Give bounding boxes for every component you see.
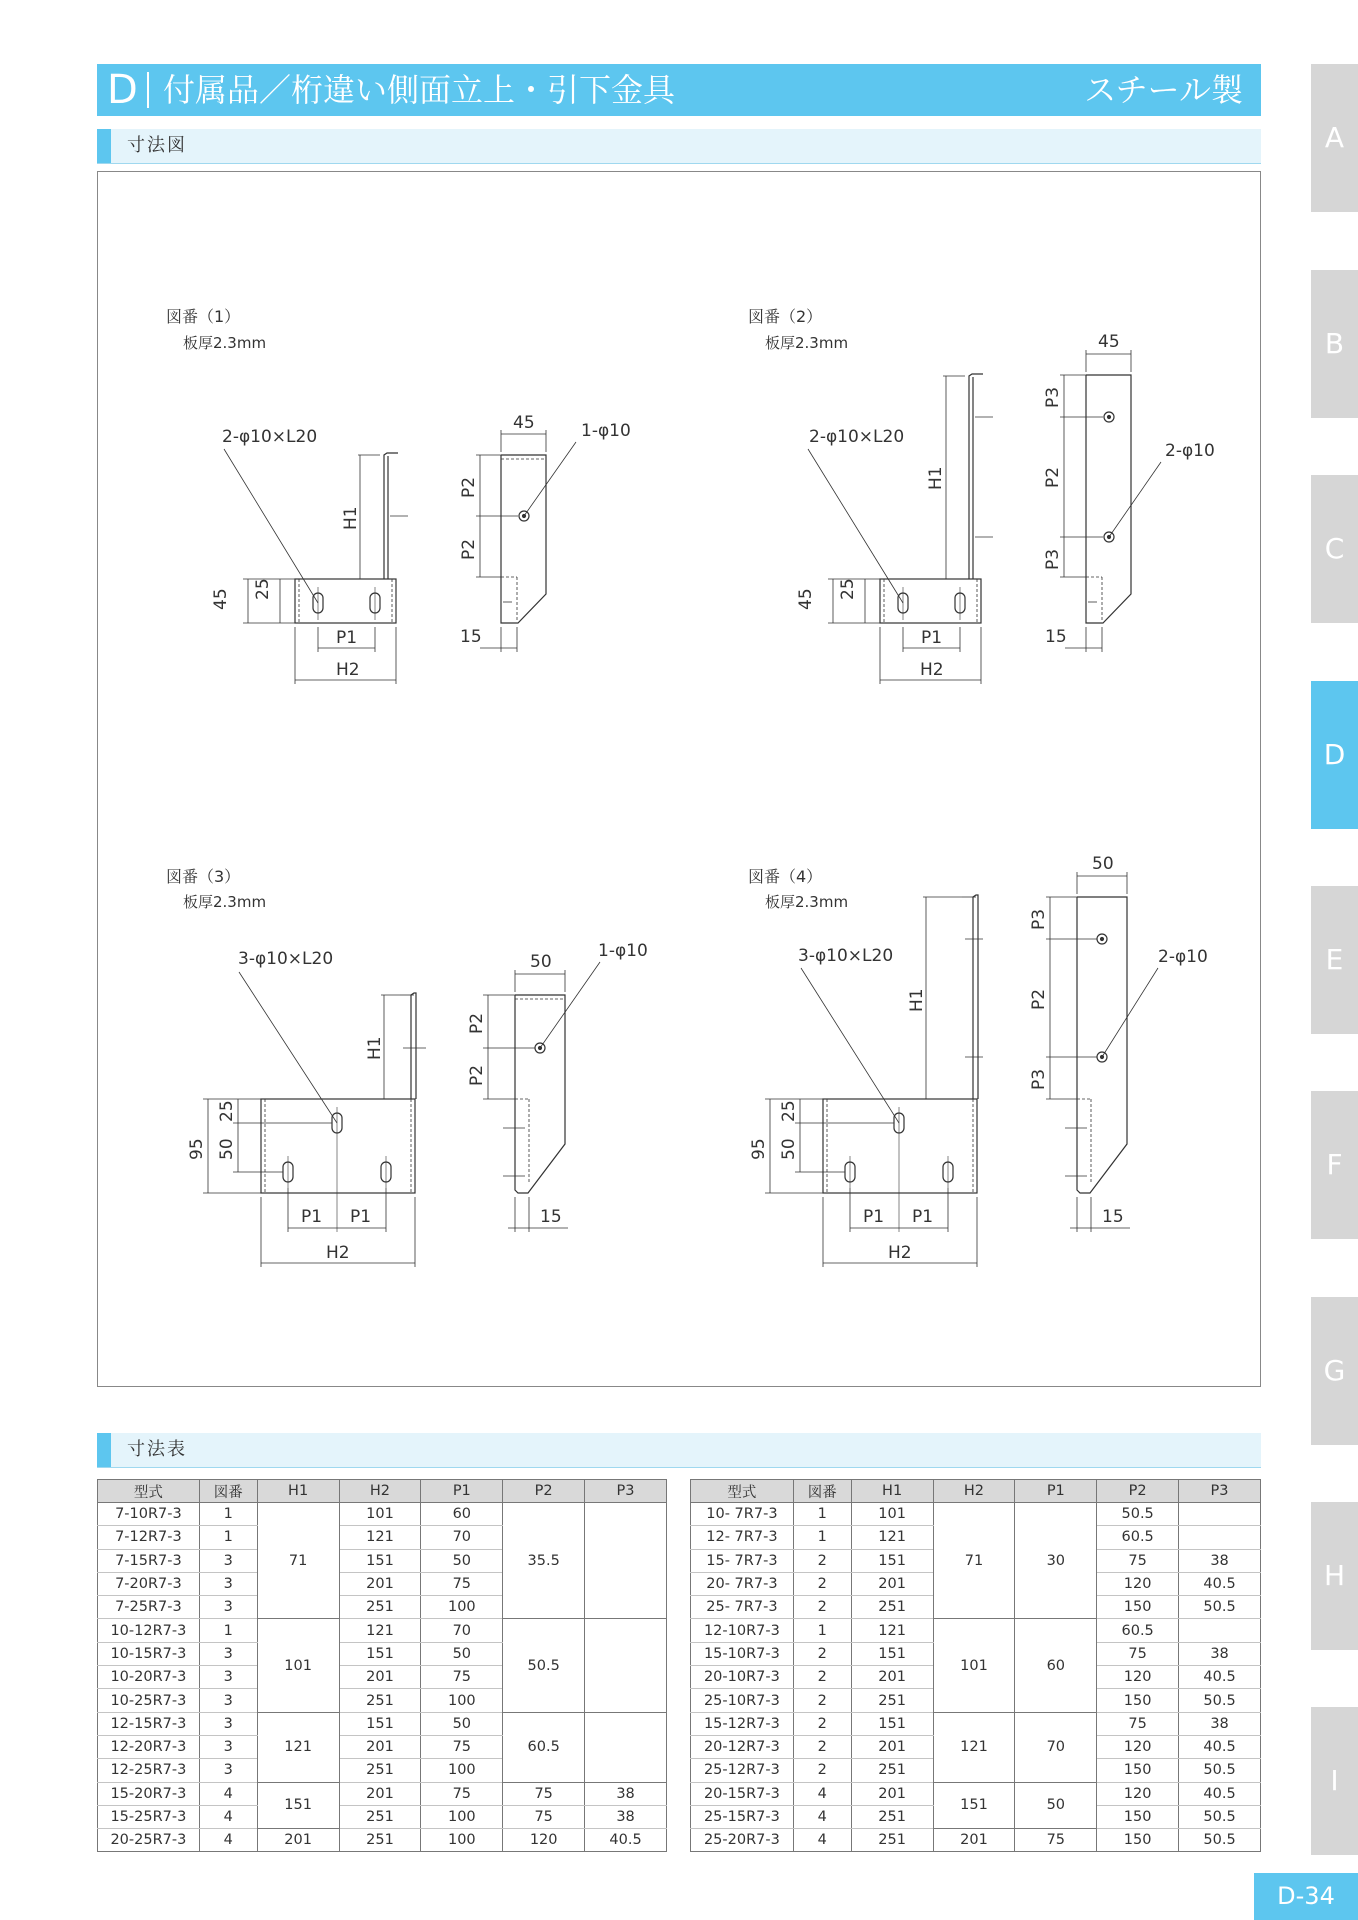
dimension-table-left [97,1479,667,1852]
table-row: 20-25R7-3 4 201 251 100 120 40.5 [98,1829,667,1852]
col-header: P1 [1015,1480,1097,1503]
chapter-letter: D [107,67,138,113]
tab-h[interactable]: H [1311,1502,1358,1650]
col-header: P2 [1097,1480,1179,1503]
figure-1 [166,307,631,684]
dim-p3: P3 [1029,1068,1049,1090]
figure-3 [166,867,648,1267]
figure-thickness: 板厚2.3mm [183,334,267,352]
dim-h1: H1 [341,506,361,530]
hole-callout: 2-φ10 [1158,947,1208,967]
bracket-side-plate [501,455,546,623]
col-header: P1 [421,1480,503,1503]
dim-p2: P2 [467,1012,487,1034]
col-header: P2 [503,1480,585,1503]
table-row: 25-12R7-3 2 251 150 50.5 [691,1759,1261,1782]
tab-i[interactable]: I [1311,1707,1358,1855]
tab-d[interactable]: D [1311,681,1358,829]
col-header: H2 [339,1480,421,1503]
material-label: スチール製 [1084,71,1243,109]
dim-h1: H1 [365,1036,385,1060]
dim-25: 25 [779,1100,799,1122]
dim-h2: H2 [326,1243,350,1263]
tab-e[interactable]: E [1311,886,1358,1034]
section-drawing-label: 寸法図 [127,135,187,156]
figure-thickness: 板厚2.3mm [765,893,849,911]
table-row: 12-10R7-3 1 121 101 60 60.5 [691,1619,1261,1642]
bracket-base-plate [880,579,981,623]
col-header: 図番 [199,1480,257,1503]
bracket-side-plate [1077,897,1127,1193]
table-row: 25- 7R7-3 2 251 150 50.5 [691,1596,1261,1619]
technical-drawings [98,172,1262,1388]
dim-25: 25 [253,578,273,600]
table-row: 7-25R7-3 3 251 100 [98,1596,667,1619]
col-header: P3 [585,1480,667,1503]
table-row: 15-12R7-3 2 151 121 70 75 38 [691,1712,1261,1735]
dim-p2: P2 [467,1064,487,1086]
dim-width: 45 [513,413,535,433]
section-table-label: 寸法表 [127,1439,187,1460]
slot-callout: 3-φ10×L20 [798,946,894,966]
table-row: 25-10R7-3 2 251 150 50.5 [691,1689,1261,1712]
table-row: 20- 7R7-3 2 201 120 40.5 [691,1572,1261,1595]
dim-h1: H1 [907,988,927,1012]
table-row: 7-20R7-3 3 201 75 [98,1572,667,1595]
dim-p2: P2 [1029,988,1049,1010]
col-header: H2 [933,1480,1015,1503]
col-header: P3 [1179,1480,1261,1503]
page-number: D-34 [1254,1873,1358,1920]
dim-50: 50 [217,1138,237,1160]
dim-p1: P1 [301,1207,323,1227]
col-header: 型式 [691,1480,794,1503]
table-row: 15-10R7-3 2 151 75 38 [691,1642,1261,1665]
dim-15: 15 [1045,627,1067,647]
dim-p3: P3 [1043,548,1063,570]
tab-c[interactable]: C [1311,475,1358,623]
dim-p1: P1 [863,1207,885,1227]
dim-p1: P1 [350,1207,372,1227]
table-row: 12-15R7-3 3 121 151 50 60.5 [98,1712,667,1735]
section-drawing [97,129,1261,164]
table-row: 10-15R7-3 3 151 50 [98,1642,667,1665]
section-table [97,1433,1261,1468]
header-divider [147,72,149,108]
bracket-side-plate [515,995,565,1193]
table-row: 10-12R7-3 1 101 121 70 50.5 [98,1619,667,1642]
table-row: 10-25R7-3 3 251 100 [98,1689,667,1712]
dim-p3: P3 [1043,386,1063,408]
figure-thickness: 板厚2.3mm [183,893,267,911]
tab-g[interactable]: G [1311,1297,1358,1445]
dim-25: 25 [217,1100,237,1122]
dim-p3: P3 [1029,908,1049,930]
tab-f[interactable]: F [1311,1091,1358,1239]
hole-callout: 1-φ10 [581,421,631,441]
page-header [97,64,1261,116]
figure-title: 図番（4） [748,867,823,886]
dim-95: 95 [749,1138,769,1160]
figure-thickness: 板厚2.3mm [765,334,849,352]
dim-15: 15 [1102,1207,1124,1227]
table-row: 7-15R7-3 3 151 50 [98,1549,667,1572]
table-row: 15-20R7-3 4 151 201 75 75 38 [98,1782,667,1805]
table-row: 10-20R7-3 3 201 75 [98,1666,667,1689]
dim-width: 50 [530,952,552,972]
table-row: 15- 7R7-3 2 151 75 38 [691,1549,1261,1572]
table-row: 7-12R7-3 1 121 70 [98,1526,667,1549]
table-row: 12- 7R7-3 1 121 60.5 [691,1526,1261,1549]
col-header: H1 [851,1480,933,1503]
figure-title: 図番（3） [166,867,241,886]
dim-h2: H2 [336,660,360,680]
dim-45: 45 [796,588,816,610]
dim-p2: P2 [459,476,479,498]
col-header: 型式 [98,1480,200,1503]
table-row: 25-15R7-3 4 251 150 50.5 [691,1805,1261,1828]
dim-p1: P1 [921,628,943,648]
hole-callout: 1-φ10 [598,941,648,961]
page-title: 付属品／桁違い側面立上・引下金具 [163,71,676,109]
dim-p1: P1 [912,1207,934,1227]
col-header: 図番 [793,1480,851,1503]
dim-p2: P2 [459,538,479,560]
slot-callout: 3-φ10×L20 [238,949,334,969]
table-row: 7-10R7-3 1 71 101 60 35.5 [98,1503,667,1526]
dim-15: 15 [460,627,482,647]
dim-15: 15 [540,1207,562,1227]
dimension-table-right [690,1479,1261,1852]
tab-a[interactable]: A [1311,64,1358,212]
dim-p1: P1 [336,628,358,648]
table-row: 20-10R7-3 2 201 120 40.5 [691,1666,1261,1689]
bracket-base-plate [295,579,396,623]
drawing-area [97,171,1261,1387]
dim-width: 45 [1098,332,1120,352]
figure-2 [748,307,1215,684]
table-row: 12-20R7-3 3 201 75 [98,1735,667,1758]
table-row: 25-20R7-3 4 251 201 75 150 50.5 [691,1829,1261,1852]
figure-title: 図番（1） [166,307,241,326]
table-row: 12-25R7-3 3 251 100 [98,1759,667,1782]
figure-title: 図番（2） [748,307,823,326]
table-row: 20-15R7-3 4 201 151 50 120 40.5 [691,1782,1261,1805]
slot-callout: 2-φ10×L20 [809,427,905,447]
dim-95: 95 [187,1138,207,1160]
figure-4 [748,854,1208,1267]
slot-callout: 2-φ10×L20 [222,427,318,447]
table-row: 15-25R7-3 4 251 100 75 38 [98,1805,667,1828]
hole-callout: 2-φ10 [1165,441,1215,461]
dim-h1: H1 [926,466,946,490]
dim-45: 45 [211,588,231,610]
dim-h2: H2 [888,1243,912,1263]
dim-h2: H2 [920,660,944,680]
dim-width: 50 [1092,854,1114,874]
table-row: 20-12R7-3 2 201 120 40.5 [691,1735,1261,1758]
table-row: 10- 7R7-3 1 101 71 30 50.5 [691,1503,1261,1526]
col-header: H1 [257,1480,339,1503]
dim-25: 25 [838,578,858,600]
dim-p2: P2 [1043,466,1063,488]
dim-50: 50 [779,1138,799,1160]
tab-b[interactable]: B [1311,270,1358,418]
